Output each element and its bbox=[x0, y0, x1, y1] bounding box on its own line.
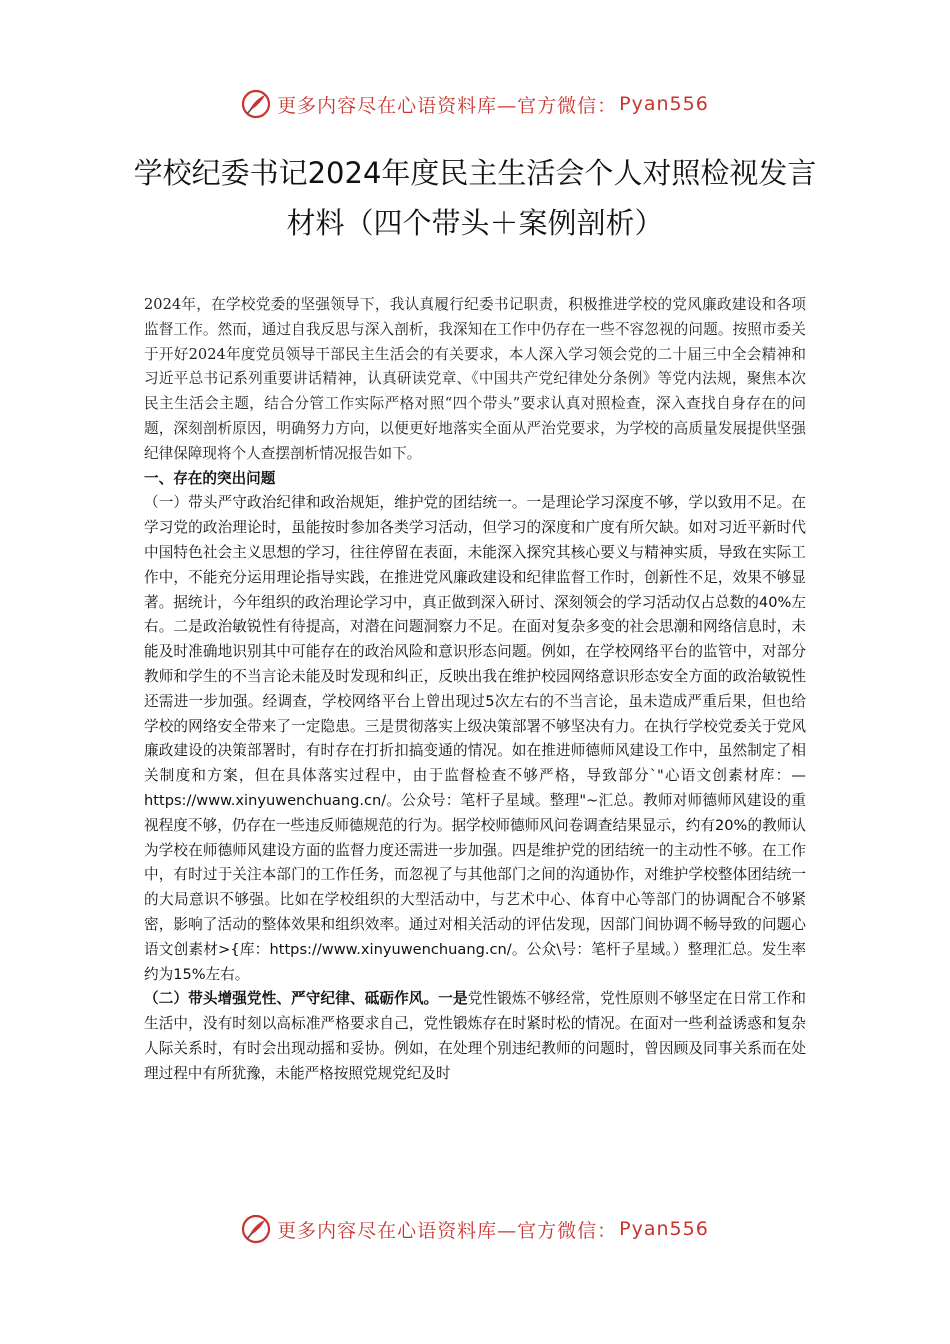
feather-pen-circle-icon bbox=[241, 1214, 271, 1244]
paragraph-2-lead: （二）带头增强党性、严守纪律、砥砺作风。一是 bbox=[144, 990, 468, 1008]
document-body bbox=[144, 293, 806, 1087]
paragraph-2-body: 党性锻炼不够经常，党性原则不够坚定在日常工作和生活中，没有时刻以高标准严格要求自己，党性锻炼存在时紧时松的情况。在面对一些利益诱惑和复杂人际关系时，有时会出现动摇和妥协。例如，在处理个别违纪教师的问题时，曾因顾及同事关系而在处理过程中有所犹豫，未能严格按照党规党纪及时 bbox=[144, 990, 806, 1082]
intro-paragraph: 2024年，在学校党委的坚强领导下，我认真履行纪委书记职责，积极推进学校的党风廉政建设和各项监督工作。然而，通过自我反思与深入剖析，我深知在工作中仍存在一些不容忽视的问题。按照市委关于开好2024年度党员领导干部民主生活会的有关要求，本人深入学习领会党的二十届三中全会精神和习近平总书记系列重要讲话精神，认真研读党章、《中国共产党纪律处分条例》等党内法规，聚焦本次民主生活会主题，结合分管工作实际严格对照“四个带头”要求认真对照检查，深入查找自身存在的问题，深刻剖析原因，明确努力方向，以便更好地落实全面从严治党要求，为学校的高质量发展提供坚强纪律保障现将个人查摆剖析情况报告如下。 bbox=[144, 296, 806, 462]
banner-wechat-id: Pyan556 bbox=[619, 1218, 709, 1240]
banner-wechat-id: Pyan556 bbox=[619, 93, 709, 115]
feather-pen-circle-icon bbox=[241, 89, 271, 119]
header-banner bbox=[0, 84, 950, 124]
section-heading: 一、存在的突出问题 bbox=[144, 469, 276, 487]
banner-text: 更多内容尽在心语资料库—官方微信： bbox=[277, 94, 618, 117]
document-title: 学校纪委书记2024年度民主生活会个人对照检视发言材料（四个带头＋案例剖析） bbox=[133, 156, 817, 240]
banner-text: 更多内容尽在心语资料库—官方微信： bbox=[277, 1219, 618, 1242]
body-paragraph-1: （一）带头严守政治纪律和政治规矩，维护党的团结统一。一是理论学习深度不够，学以致用不足。在学习党的政治理论时，虽能按时参加各类学习活动，但学习的深度和广度有所欠缺。如对习近平新时代中国特色社会主义思想的学习，往往停留在表面，未能深入探究其核心要义与精神实质，导致在实际工作中，不能充分运用理论指导实践，在推进党风廉政建设和纪律监督工作时，创新性不足，效果不够显著。据统计，今年组织的政治理论学习中，真正做到深入研讨、深刻领会的学习活动仅占总数的40%左右。二是政治敏锐性有待提高，对潜在问题洞察力不足。在面对复杂多变的社会思潮和网络信息时，未能及时准确地识别其中可能存在的政治风险和意识形态问题。例如，在学校网络平台的监管中，对部分教师和学生的不当言论未能及时发现和纠正，反映出我在维护校园网络意识形态安全方面的政治敏锐性还需进一步加强。经调查，学校网络平台上曾出现过5次左右的不当言论，虽未造成严重后果，但也给学校的网络安全带来了一定隐患。三是贯彻落实上级决策部署不够坚决有力。在执行学校党委关于党风廉政建设的决策部署时，有时存在打折扣搞变通的情况。如在推进师德师风建设工作中，虽然制定了相关制度和方案，但在具体落实过程中，由于监督检查不够严格，导致部分`"心语文创素材库：—https://www.xinyuwenchuang.cn/。公众号：笔杆子星域。整理"~汇总。教师对师德师风建设的重视程度不够，仍存在一些违反师德规范的行为。据学校师德师风问卷调查结果显示，约有20%的教师认为学校在师德师风建设方面的监督力度还需进一步加强。四是维护党的团结统一的主动性不够。在工作中，有时过于关注本部门的工作任务，而忽视了与其他部门之间的沟通协作，对维护学校整体团结统一的大局意识不够强。比如在学校组织的大型活动中，与艺术中心、体育中心等部门的协调配合不够紧密，影响了活动的整体效果和组织效率。通过对相关活动的评估发现，因部门间协调不畅导致的问题心语文创素材>{库：https://www.xinyuwenchuang.cn/。公众\号：笔杆子星域。）整理汇总。发生率约为15%左右。 bbox=[144, 494, 806, 983]
footer-banner bbox=[0, 1209, 950, 1249]
body-paragraph-2 bbox=[144, 987, 806, 1086]
